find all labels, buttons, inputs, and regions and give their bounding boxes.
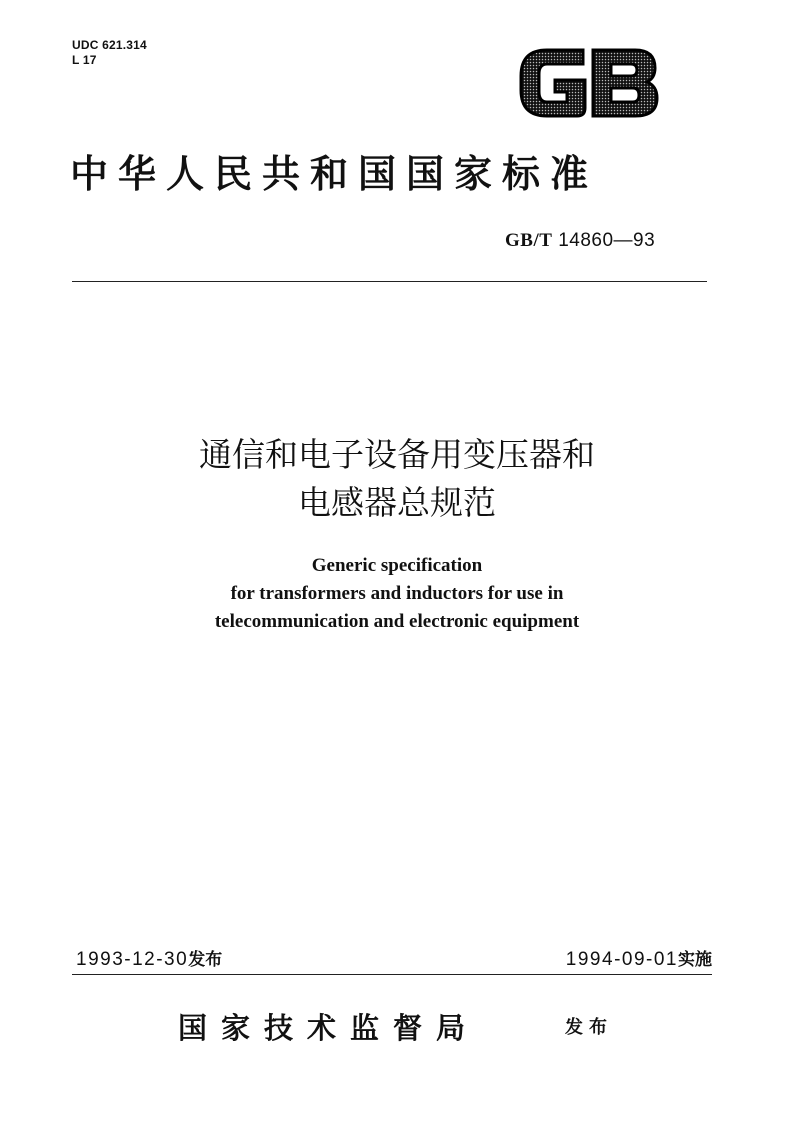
udc-code: UDC 621.314 [72,38,147,52]
effective-date-value: 1994-09-01 [565,949,678,970]
header-divider [72,281,707,282]
issue-date-value: 1993-12-30 [76,949,189,970]
effective-date-label: 实施 [678,950,712,970]
issuer-name: 国家技术监督局 [178,1011,480,1045]
issue-date [76,948,222,972]
title-en-line2: for transformers and inductors for use in [230,583,564,604]
udc-block [72,38,147,68]
effective-date [566,948,712,972]
standard-code: 14860—93 [558,230,656,251]
title-cn-line2: 电感器总规范 [298,483,496,522]
standard-prefix: GB/T [505,230,553,251]
standard-number [505,230,655,252]
title-cn-line1: 通信和电子设备用变压器和 [199,435,595,474]
gb-logo [517,46,659,120]
title-en [0,552,794,636]
classification-code: L 17 [72,53,97,67]
title-en-line1: Generic specification [311,555,483,576]
issue-date-label: 发布 [188,950,223,970]
issuer-action: 发布 [565,1017,613,1038]
title-en-line3: telecommunication and electronic equipment [214,611,580,632]
footer-divider [72,974,712,975]
national-standard-title: 中华人民共和国国家标准 [70,151,599,196]
